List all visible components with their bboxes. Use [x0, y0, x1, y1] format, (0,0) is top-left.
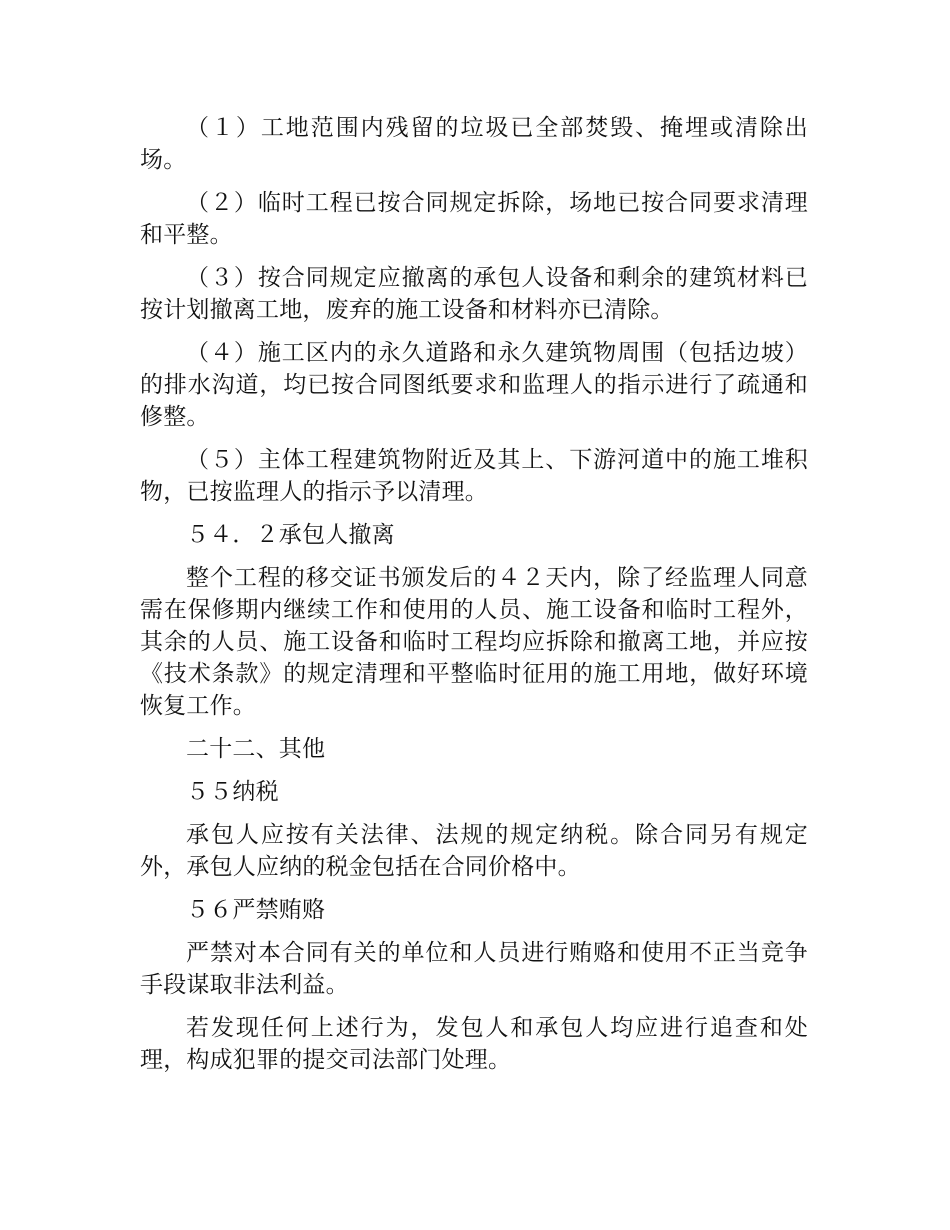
chapter-heading-22: 二十二、其他	[186, 736, 326, 762]
clause-item-1: （１）工地范围内残留的垃圾已全部焚毁、掩埋或清除出场。	[140, 115, 808, 173]
clause-54-2-body: 整个工程的移交证书颁发后的４２天内，除了经监理人同意需在保修期内继续工作和使用的人员、施工设备和临时工程外，其余的人员、施工设备和临时工程均应拆除和撤离工地，并应按《技术条款》的规定清理和平整临时征用的施工用地，做好环境恢复工作。	[140, 565, 808, 719]
section-heading-54-2: ５４．２承包人撤离	[186, 522, 395, 548]
clause-item-3: （３）按合同规定应撤离的承包人设备和剩余的建筑材料已按计划撤离工地，废弃的施工设备和材料亦已清除。	[140, 265, 808, 323]
clause-56-body-2: 若发现任何上述行为，发包人和承包人均应进行追查和处理，构成犯罪的提交司法部门处理。	[140, 1015, 808, 1073]
clause-55-body: 承包人应按有关法律、法规的规定纳税。除合同另有规定外，承包人应纳的税金包括在合同价格中。	[140, 822, 808, 880]
clause-item-2: （２）临时工程已按合同规定拆除，场地已按合同要求清理和平整。	[140, 190, 808, 248]
section-heading-55: ５５纳税	[186, 779, 279, 805]
clause-56-body-1: 严禁对本合同有关的单位和人员进行贿赂和使用不正当竞争手段谋取非法利益。	[140, 940, 808, 998]
section-heading-56: ５６严禁贿赂	[186, 897, 326, 923]
clause-item-4: （４）施工区内的永久道路和永久建筑物周围（包括边坡）的排水沟道，均已按合同图纸要求和监理人的指示进行了疏通和修整。	[140, 340, 808, 430]
clause-item-5: （５）主体工程建筑物附近及其上、下游河道中的施工堆积物，已按监理人的指示予以清理。	[140, 447, 808, 505]
document-page	[140, 112, 808, 1087]
